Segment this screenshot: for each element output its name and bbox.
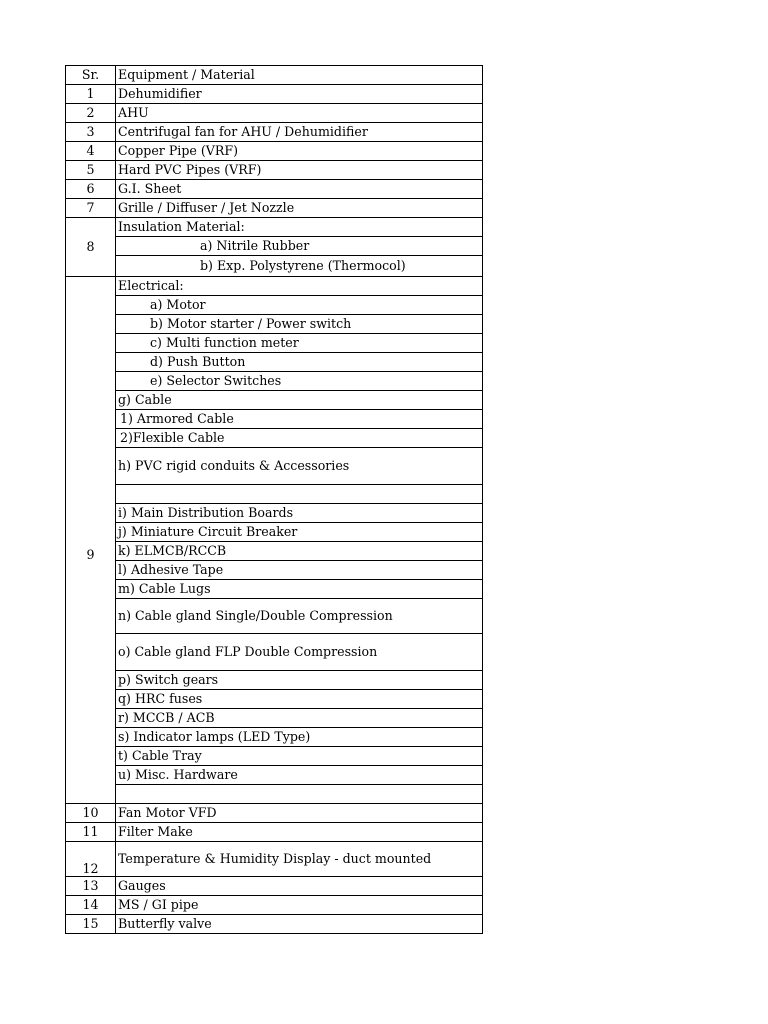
table-row xyxy=(66,690,483,709)
insulation-item-a: a) Nitrile Rubber xyxy=(116,237,483,256)
table-row xyxy=(66,237,483,256)
item-header: Equipment / Material xyxy=(116,66,483,85)
sr-cell: 4 xyxy=(66,142,116,161)
table-row xyxy=(66,410,483,429)
table-row xyxy=(66,161,483,180)
sr-cell: 10 xyxy=(66,804,116,823)
sr-cell: 7 xyxy=(66,199,116,218)
table-row xyxy=(66,728,483,747)
table-row xyxy=(66,372,483,391)
electrical-item: b) Motor starter / Power switch xyxy=(116,315,483,334)
electrical-item: r) MCCB / ACB xyxy=(116,709,483,728)
table-row xyxy=(66,277,483,296)
sr-cell: 3 xyxy=(66,123,116,142)
electrical-item: e) Selector Switches xyxy=(116,372,483,391)
sr-cell: 11 xyxy=(66,823,116,842)
table-row xyxy=(66,842,483,877)
table-row xyxy=(66,561,483,580)
item-cell: G.I. Sheet xyxy=(116,180,483,199)
table-row xyxy=(66,296,483,315)
electrical-item: j) Miniature Circuit Breaker xyxy=(116,523,483,542)
table-row xyxy=(66,599,483,634)
table-row xyxy=(66,671,483,690)
electrical-title: Electrical: xyxy=(116,277,483,296)
table-row xyxy=(66,542,483,561)
electrical-item: p) Switch gears xyxy=(116,671,483,690)
item-cell: Dehumidifier xyxy=(116,85,483,104)
electrical-item: 1) Armored Cable xyxy=(116,410,483,429)
electrical-item: a) Motor xyxy=(116,296,483,315)
table-row xyxy=(66,429,483,448)
electrical-item: k) ELMCB/RCCB xyxy=(116,542,483,561)
insulation-item-b: b) Exp. Polystyrene (Thermocol) xyxy=(116,256,483,277)
item-cell: Butterfly valve xyxy=(116,915,483,934)
table-row xyxy=(66,485,483,504)
electrical-item-empty xyxy=(116,485,483,504)
table-row xyxy=(66,896,483,915)
electrical-item: o) Cable gland FLP Double Compression xyxy=(116,634,483,671)
table-row xyxy=(66,391,483,410)
table-row xyxy=(66,785,483,804)
table-row xyxy=(66,747,483,766)
table-row xyxy=(66,766,483,785)
electrical-item-empty xyxy=(116,785,483,804)
sr-cell: 6 xyxy=(66,180,116,199)
electrical-item: h) PVC rigid conduits & Accessories xyxy=(116,448,483,485)
table-row xyxy=(66,523,483,542)
item-cell: Fan Motor VFD xyxy=(116,804,483,823)
item-cell: Grille / Diffuser / Jet Nozzle xyxy=(116,199,483,218)
electrical-item: l) Adhesive Tape xyxy=(116,561,483,580)
sr-cell: 5 xyxy=(66,161,116,180)
table-row xyxy=(66,104,483,123)
table-row xyxy=(66,877,483,896)
electrical-item: d) Push Button xyxy=(116,353,483,372)
electrical-item: n) Cable gland Single/Double Compression xyxy=(116,599,483,634)
table-row xyxy=(66,199,483,218)
electrical-item: m) Cable Lugs xyxy=(116,580,483,599)
table-row xyxy=(66,823,483,842)
table-row xyxy=(66,315,483,334)
item-cell: MS / GI pipe xyxy=(116,896,483,915)
item-cell: AHU xyxy=(116,104,483,123)
insulation-title: Insulation Material: xyxy=(116,218,483,237)
table-row xyxy=(66,256,483,277)
item-cell: Centrifugal fan for AHU / Dehumidifier xyxy=(116,123,483,142)
electrical-item: t) Cable Tray xyxy=(116,747,483,766)
sr-cell: 2 xyxy=(66,104,116,123)
sr-cell: 12 xyxy=(66,842,116,877)
item-cell: Copper Pipe (VRF) xyxy=(116,142,483,161)
electrical-item: s) Indicator lamps (LED Type) xyxy=(116,728,483,747)
table-row xyxy=(66,142,483,161)
table-row xyxy=(66,353,483,372)
table-row xyxy=(66,334,483,353)
sr-cell: 14 xyxy=(66,896,116,915)
electrical-item: i) Main Distribution Boards xyxy=(116,504,483,523)
table-row xyxy=(66,504,483,523)
table-row xyxy=(66,218,483,237)
table-row xyxy=(66,85,483,104)
electrical-item: 2)Flexible Cable xyxy=(116,429,483,448)
sr-cell: 9 xyxy=(66,277,116,804)
electrical-item: q) HRC fuses xyxy=(116,690,483,709)
sr-cell: 8 xyxy=(66,218,116,277)
electrical-item: c) Multi function meter xyxy=(116,334,483,353)
item-cell: Gauges xyxy=(116,877,483,896)
sr-cell: 15 xyxy=(66,915,116,934)
table-row xyxy=(66,804,483,823)
item-cell: Temperature & Humidity Display - duct mounted xyxy=(116,842,483,877)
table-row xyxy=(66,915,483,934)
table-row xyxy=(66,180,483,199)
table-row xyxy=(66,580,483,599)
sr-cell: 1 xyxy=(66,85,116,104)
item-cell: Filter Make xyxy=(116,823,483,842)
table-header-row xyxy=(66,66,483,85)
electrical-item: u) Misc. Hardware xyxy=(116,766,483,785)
sr-header: Sr. xyxy=(66,66,116,85)
sr-cell: 13 xyxy=(66,877,116,896)
table-row xyxy=(66,448,483,485)
equipment-material-table xyxy=(65,65,483,934)
electrical-item: g) Cable xyxy=(116,391,483,410)
table-row xyxy=(66,123,483,142)
table-row xyxy=(66,634,483,671)
item-cell: Hard PVC Pipes (VRF) xyxy=(116,161,483,180)
table-row xyxy=(66,709,483,728)
